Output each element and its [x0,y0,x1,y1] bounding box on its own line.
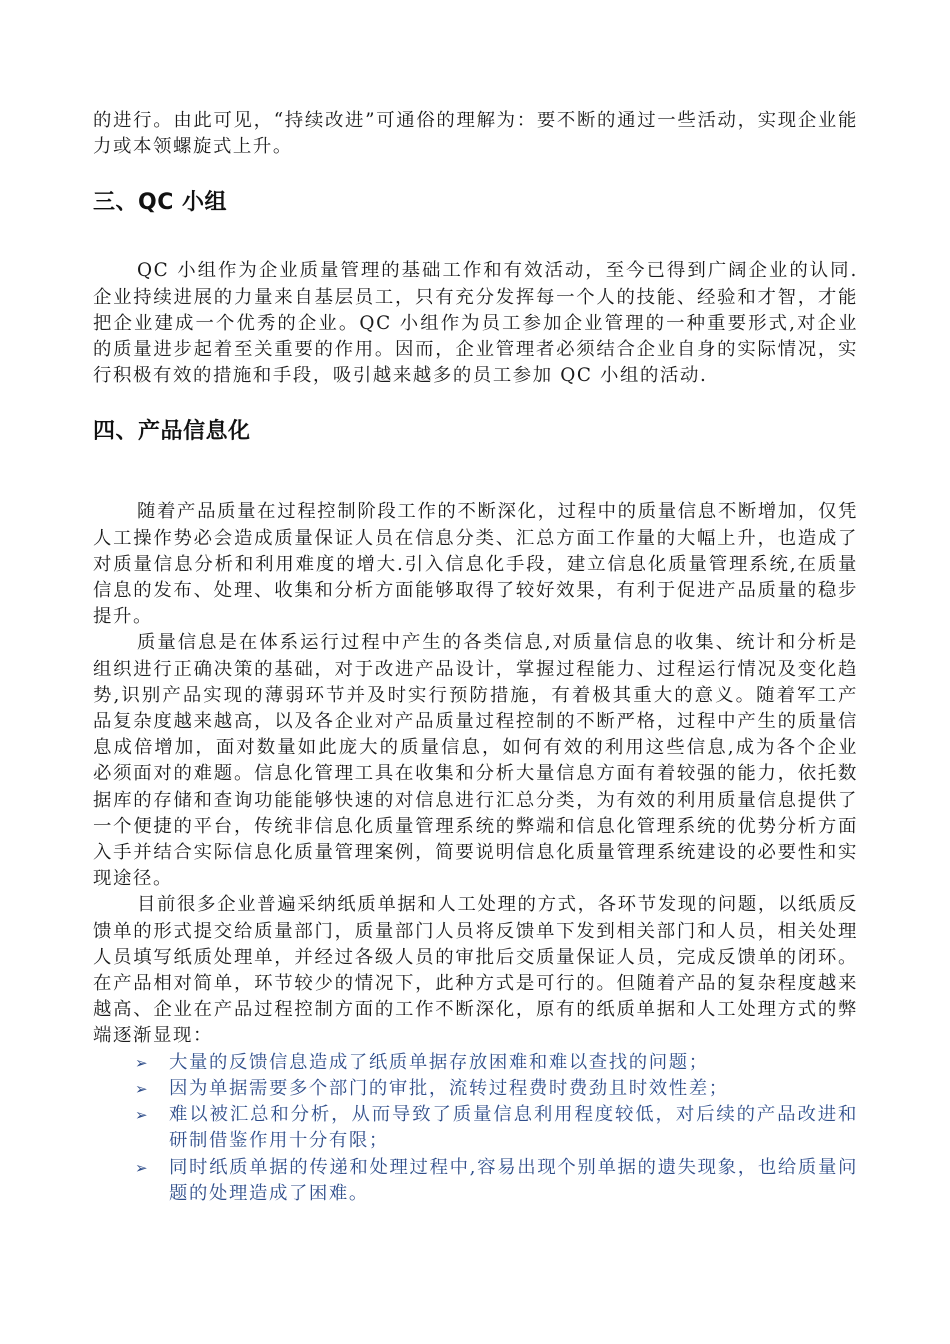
arrow-bullet-icon: ➢ [135,1053,150,1072]
list-item-text: 大量的反馈信息造成了纸质单据存放困难和难以查找的问题； [169,1051,709,1073]
drawbacks-list [93,1050,858,1207]
informatization-paragraph-2: 质量信息是在体系运行过程中产生的各类信息,对质量信息的收集、统计和分析是组织进行正确决策的基础，对于改进产品设计，掌握过程能力、过程运行情况及变化趋势,识别产品实现的薄弱环节并及时实行预防措施，有着极其重大的意义。随着军工产品复杂度越来越高，以及各企业对产品质量过程控制的不断严格，过程中产生的质量信息成倍增加，面对数量如此庞大的质量信息，如何有效的利用这些信息,成为各个企业必须面对的难题。信息化管理工具在收集和分析大量信息方面有着较强的能力，依托数据库的存储和查询功能能够快速的对信息进行汇总分类，为有效的利用质量信息提供了一个便捷的平台，传统非信息化质量管理系统的弊端和信息化管理系统的优势分析方面入手并结合实际信息化质量管理案例，简要说明信息化质量管理系统建设的必要性和实现途径。 [93,632,858,890]
list-item [135,1050,858,1076]
informatization-paragraph-3: 目前很多企业普遍采纳纸质单据和人工处理的方式，各环节发现的问题，以纸质反馈单的形式提交给质量部门，质量部门人员将反馈单下发到相关部门和人员，相关处理人员填写纸质处理单，并经过各级人员的审批后交质量保证人员，完成反馈单的闭环。在产品相对简单，环节较少的情况下，此种方式是可行的。但随着产品的复杂程度越来越高、企业在产品过程控制方面的工作不断深化，原有的纸质单据和人工处理方式的弊端逐渐显现： [93,894,858,1047]
document-page [93,108,858,1207]
list-item [135,1155,858,1207]
qc-group-paragraph: QC 小组作为企业质量管理的基础工作和有效活动，至今已得到广阔企业的认同.企业持续进展的力量来自基层员工，只有充分发挥每一个人的技能、经验和才智，才能把企业建成一个优秀的企业。QC 小组作为员工参加企业管理的一种重要形式,对企业的质量进步起着至关重要的作用。因而，企业管理者必须结合企业自身的实际情况，实行积极有效的措施和手段，吸引越来越多的员工参加 QC 小组的活动. [93,260,858,387]
list-item-text: 同时纸质单据的传递和处理过程中,容易出现个别单据的遗失现象，也给质量问题的处理造成了困难。 [169,1156,858,1204]
list-item [135,1076,858,1102]
arrow-bullet-icon: ➢ [135,1106,150,1125]
list-item-text: 因为单据需要多个部门的审批，流转过程费时费劲且时效性差； [169,1077,729,1099]
intro-paragraph-end: 的进行。由此可见，“持续改进”可通俗的理解为：要不断的通过一些活动，实现企业能力或本领螺旋式上升。 [93,110,858,158]
list-item-text: 难以被汇总和分析，从而导致了质量信息利用程度较低，对后续的产品改进和研制借鉴作用十分有限； [169,1104,858,1152]
section-heading-product-informatization: 四、产品信息化 [93,419,251,445]
informatization-paragraph-1: 随着产品质量在过程控制阶段工作的不断深化，过程中的质量信息不断增加，仅凭人工操作势必会造成质量保证人员在信息分类、汇总方面工作量的大幅上升，也造成了对质量信息分析和利用难度的增大.引入信息化手段，建立信息化质量管理系统,在质量信息的发布、处理、收集和分析方面能够取得了较好效果，有利于促进产品质量的稳步提升。 [93,501,858,628]
arrow-bullet-icon: ➢ [135,1158,150,1177]
section-heading-qc-group: 三、QC 小组 [93,190,228,216]
list-item [135,1102,858,1154]
arrow-bullet-icon: ➢ [135,1079,150,1098]
